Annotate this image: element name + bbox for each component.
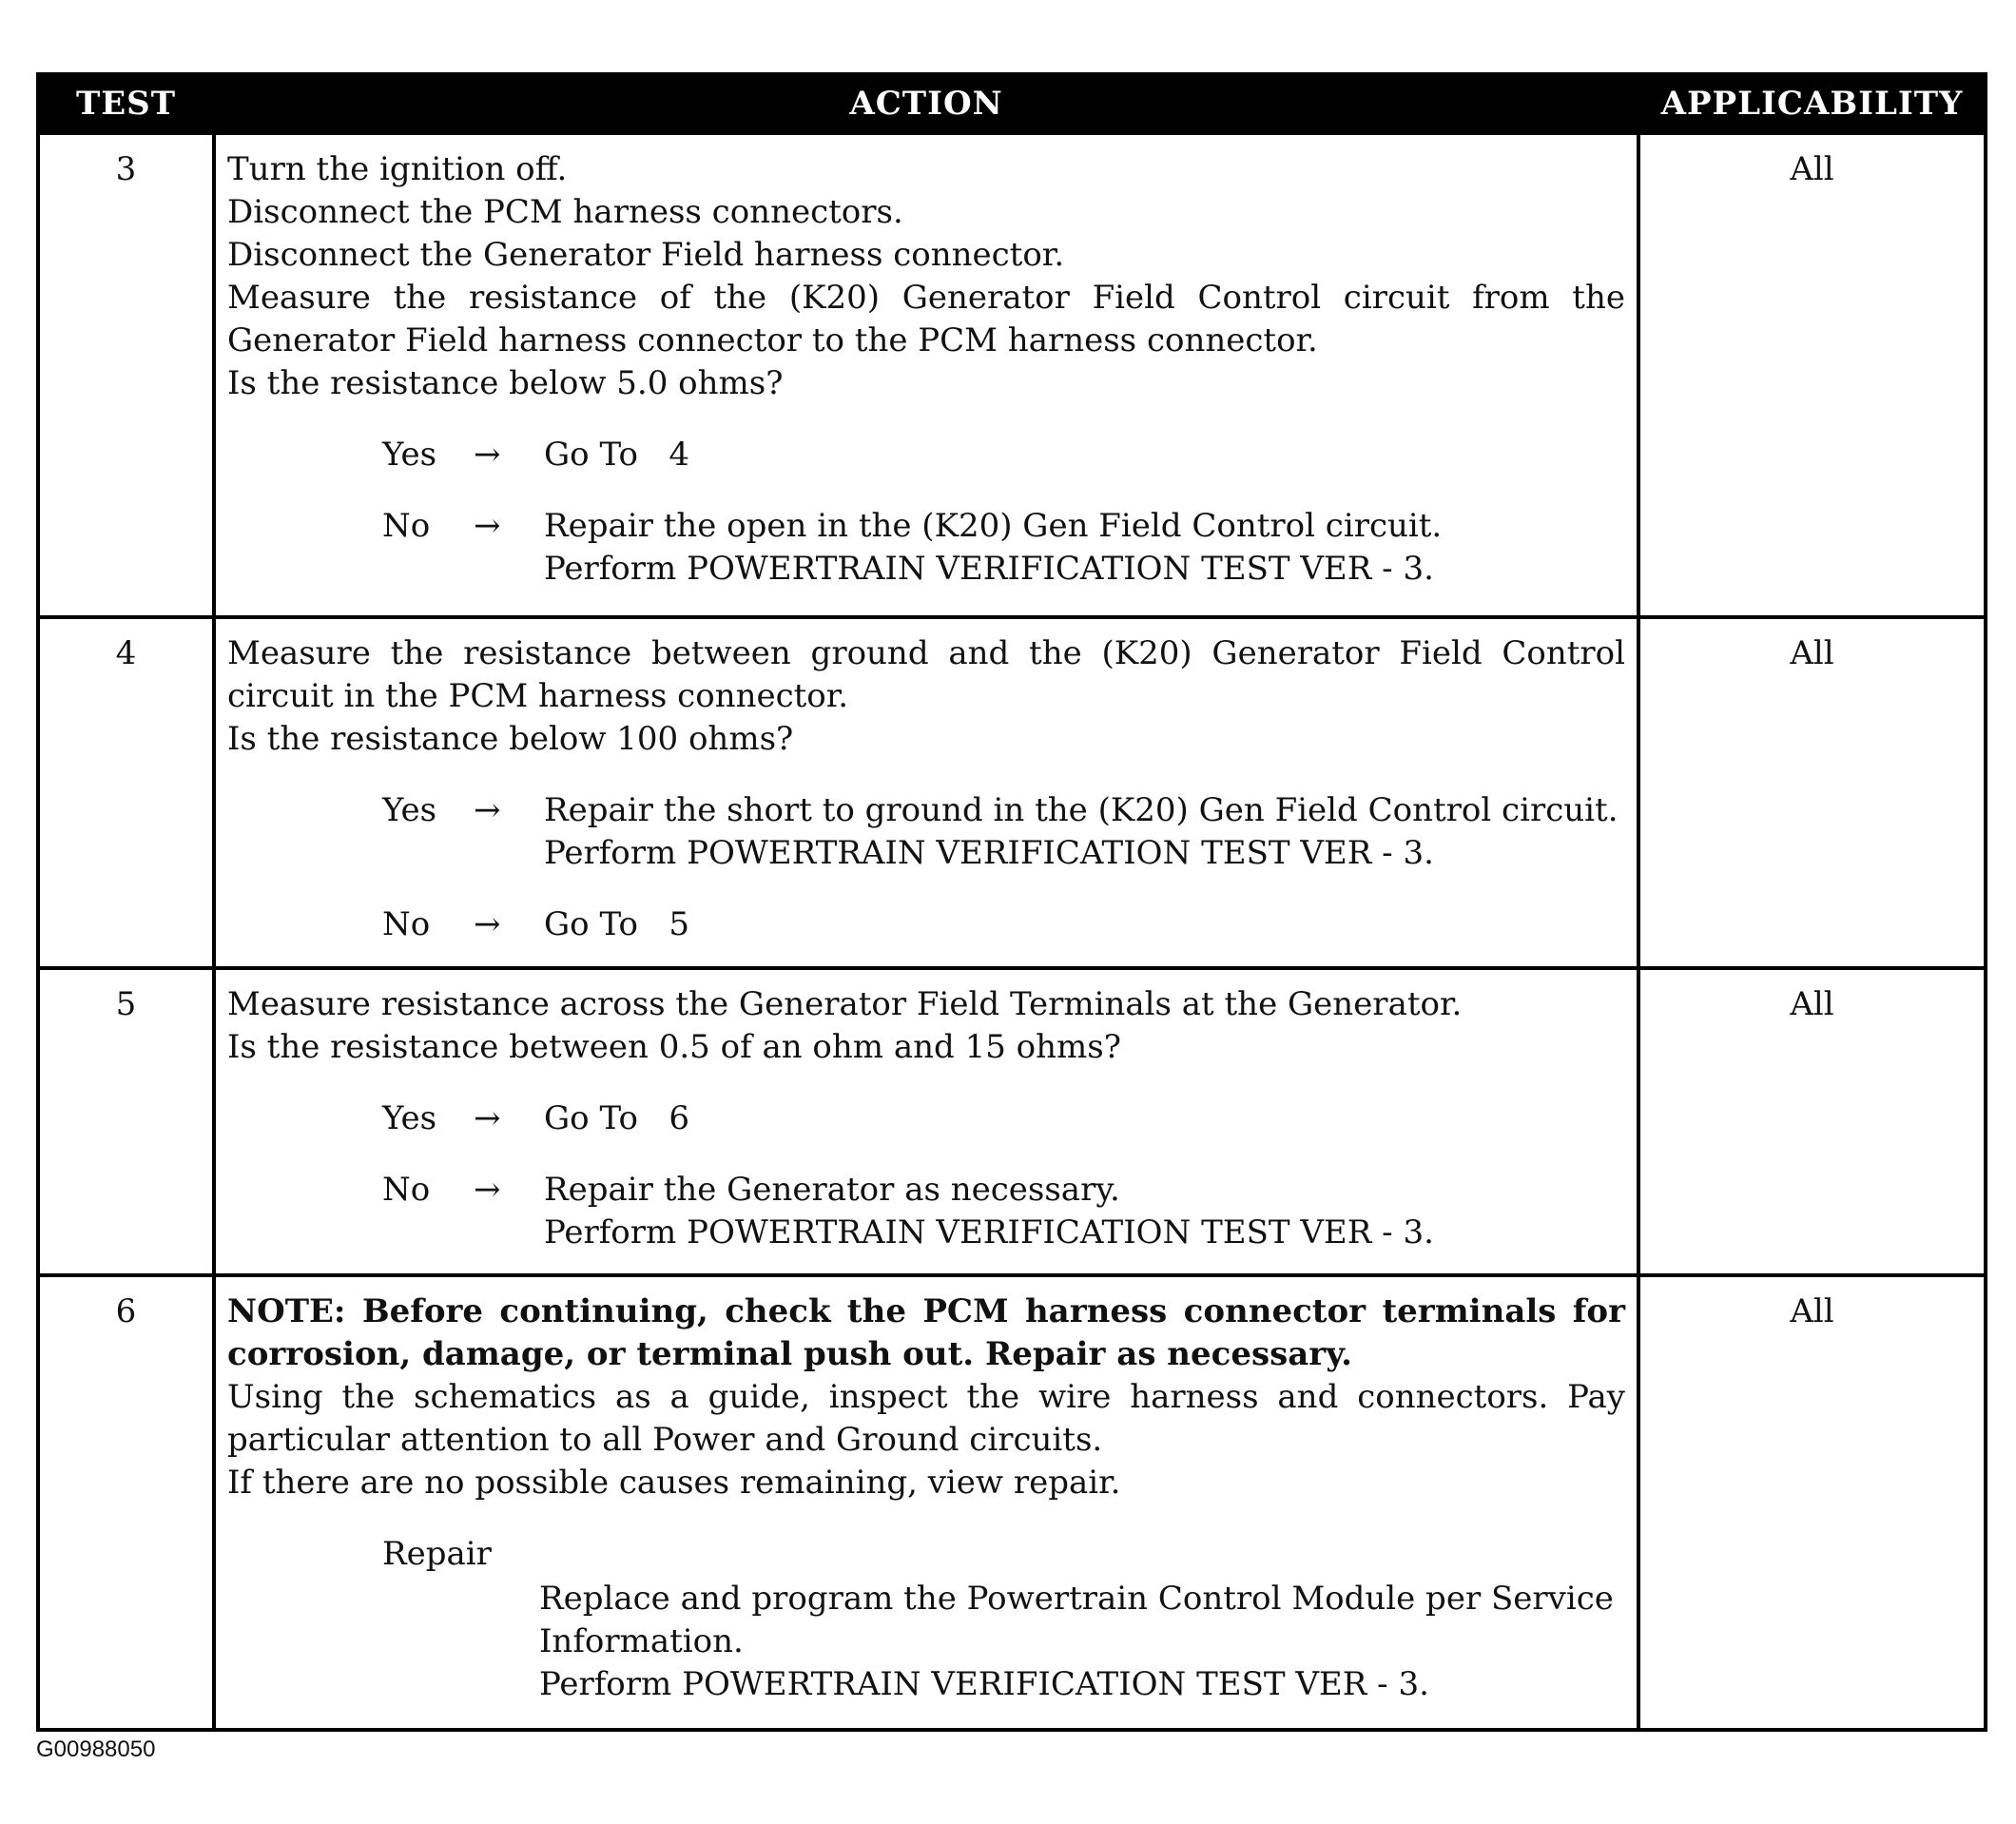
no-result — [544, 505, 1625, 591]
result-line: Go To 6 — [544, 1099, 689, 1137]
result-line: Repair the short to ground in the (K20) Gen Field Control circuit. — [544, 791, 1619, 829]
yes-result — [544, 434, 1625, 476]
test-number: 5 — [38, 968, 214, 1275]
result-line: Perform POWERTRAIN VERIFICATION TEST VER - 3. — [544, 550, 1434, 588]
table-row — [38, 1275, 1986, 1730]
action-line: Is the resistance below 5.0 ohms? — [227, 364, 784, 402]
yes-branch — [382, 1097, 1625, 1140]
arrow-icon: → — [474, 436, 501, 474]
diagnostic-test-table — [36, 72, 1987, 1732]
no-branch — [382, 505, 1625, 591]
result-line: Go To 4 — [544, 436, 689, 474]
action-cell — [214, 617, 1638, 968]
yes-label: Yes — [382, 791, 437, 829]
arrow-icon: → — [474, 791, 501, 829]
action-line: Using the schematics as a guide, inspect the wire harness and connectors. Pay particular attention to all Power and Ground circuits. — [227, 1378, 1625, 1459]
arrow-icon: → — [474, 1171, 501, 1209]
yes-branch — [382, 434, 1625, 476]
header-test: TEST — [38, 74, 214, 133]
yes-label: Yes — [382, 436, 437, 474]
arrow-icon: → — [474, 1099, 501, 1137]
action-line: Disconnect the PCM harness connectors. — [227, 193, 903, 231]
yes-result — [544, 789, 1625, 875]
arrow-icon: → — [474, 905, 501, 943]
action-line: Measure the resistance between ground and the (K20) Generator Field Control circuit in the PCM harness connector. — [227, 634, 1625, 715]
action-line: Measure resistance across the Generator Field Terminals at the Generator. — [227, 985, 1463, 1023]
no-branch — [382, 903, 1625, 946]
no-label: No — [382, 507, 431, 545]
result-line: Perform POWERTRAIN VERIFICATION TEST VER - 3. — [544, 834, 1434, 872]
action-cell — [214, 133, 1638, 617]
yes-branch — [382, 789, 1625, 875]
test-number: 4 — [38, 617, 214, 968]
arrow-icon: → — [474, 507, 501, 545]
action-line: Measure the resistance of the (K20) Generator Field Control circuit from the Generator Field harness connector to the PCM harness connector. — [227, 279, 1625, 359]
result-line: Perform POWERTRAIN VERIFICATION TEST VER - 3. — [544, 1213, 1434, 1252]
table-row — [38, 617, 1986, 968]
action-line: Is the resistance between 0.5 of an ohm and 15 ohms? — [227, 1028, 1121, 1066]
result-line: Go To 5 — [544, 905, 689, 943]
table-row — [38, 133, 1986, 617]
no-branch — [382, 1169, 1625, 1254]
applicability-value: All — [1638, 968, 1986, 1275]
yes-result — [544, 1097, 1625, 1140]
header-action: ACTION — [214, 74, 1638, 133]
action-cell — [214, 1275, 1638, 1730]
test-number: 6 — [38, 1275, 214, 1730]
header-applicability: APPLICABILITY — [1638, 74, 1986, 133]
figure-code: G00988050 — [36, 1737, 156, 1762]
repair-line: Perform POWERTRAIN VERIFICATION TEST VER - 3. — [539, 1665, 1429, 1703]
table-header-row — [38, 74, 1986, 133]
applicability-value: All — [1638, 617, 1986, 968]
note-text: NOTE: Before continuing, check the PCM harness connector terminals for corrosion, damage, or terminal push out. Repair as necessary. — [227, 1292, 1625, 1373]
repair-line: Replace and program the Powertrain Control Module per Service Information. — [539, 1580, 1614, 1660]
yes-label: Yes — [382, 1099, 437, 1137]
action-line: If there are no possible causes remaining, view repair. — [227, 1464, 1121, 1502]
test-number: 3 — [38, 133, 214, 617]
repair-label: Repair — [382, 1535, 492, 1573]
repair-instructions — [539, 1578, 1625, 1706]
no-label: No — [382, 1171, 431, 1209]
action-cell — [214, 968, 1638, 1275]
action-line: Disconnect the Generator Field harness connector. — [227, 236, 1065, 274]
result-line: Repair the Generator as necessary. — [544, 1171, 1120, 1209]
applicability-value: All — [1638, 1275, 1986, 1730]
applicability-value: All — [1638, 133, 1986, 617]
table-row — [38, 968, 1986, 1275]
result-line: Repair the open in the (K20) Gen Field Control circuit. — [544, 507, 1443, 545]
action-line: Is the resistance below 100 ohms? — [227, 720, 794, 758]
no-result — [544, 1169, 1625, 1254]
no-label: No — [382, 905, 431, 943]
action-line: Turn the ignition off. — [227, 150, 568, 188]
no-result — [544, 903, 1625, 946]
